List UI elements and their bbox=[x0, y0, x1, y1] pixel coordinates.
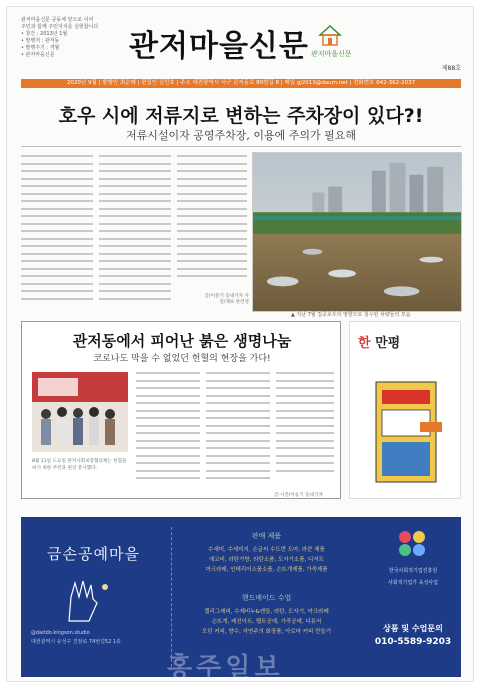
article2-credit: 글·사진/이승기 동네기자 bbox=[274, 493, 323, 498]
article1-credit: 글/이문기 동네기자 사진/제보 관련영 bbox=[204, 294, 249, 305]
ad-product-line: 마크라메, 인테리어소품소품, 손뜨개제품, 가죽제품 bbox=[205, 567, 328, 573]
masthead bbox=[21, 17, 461, 77]
article2-photo-caption: 8월 11일 도요일 관저사회보장협의체는 헌혈을 하기 위한 주민과 원상 봉사했다. bbox=[32, 459, 127, 471]
ad-class-line: 손뜨개, 레진아트, 펠트공예, 가죽공예, 디퓨저 bbox=[211, 619, 322, 625]
article2-body-col1 bbox=[136, 372, 200, 488]
publication-info-bar: 2020년 9월 | 발행인 최순례 | 편집인 김민호 | 주소 대전광역시 서구 관저동로 80번길 8 | 메일 gj2013@daum.net | 전화번호 042-362-2037 bbox=[21, 79, 461, 88]
article2-headline: 관저동에서 피어난 붉은 생명나눔 bbox=[72, 332, 292, 350]
cartoon-title bbox=[358, 332, 400, 351]
newspaper-page bbox=[6, 6, 474, 682]
blood-donation-photo bbox=[32, 372, 128, 452]
sponsor-program: 사회적기업가 육성사업 bbox=[388, 580, 438, 586]
cartoon-illustration bbox=[360, 362, 452, 492]
newspaper-title: 관저마을신문 bbox=[129, 29, 309, 64]
info-line: • 창간 : 2013년 1월 bbox=[21, 31, 68, 37]
ad-classes bbox=[172, 607, 361, 637]
ad-contact-line: @daitdo.kingson.studio bbox=[31, 630, 90, 636]
sponsor-logo-icon bbox=[395, 527, 431, 559]
info-line: • 발행주기 : 격월 bbox=[21, 45, 60, 51]
cartoon-panel bbox=[349, 321, 461, 499]
info-line: 관저마을신문 공동체 앞으로 이어 bbox=[21, 17, 94, 23]
article2-subhead: 코로나도 막을 수 없었던 헌혈의 현장을 가다! bbox=[93, 354, 271, 364]
cartoon-title-b: 만평 bbox=[375, 336, 401, 351]
article2-box bbox=[21, 321, 341, 499]
ad-sponsor bbox=[371, 527, 455, 667]
article2-body-col2 bbox=[206, 372, 270, 488]
sponsor-name: 한국사회적기업진흥원 bbox=[388, 568, 438, 574]
watermark: 홍주일보 bbox=[167, 653, 284, 683]
ad-section-classes: 핸드메이드 수업 bbox=[241, 594, 292, 602]
ad-inquiry-label: 상품 및 수업문의 bbox=[383, 624, 443, 633]
info-line: • 발행처 : 관저동 bbox=[21, 38, 60, 44]
ad-class-line: 모던 커피, 향수, 자연주의 화장품, 아로마 커피 만들기 bbox=[201, 629, 332, 635]
ad-contact-line: 대전광역시 유성구 진잠로 74번길52 1층 bbox=[31, 639, 121, 645]
article1-subhead: 저류시설이자 공영주차장, 이용에 주의가 필요해 bbox=[125, 129, 356, 142]
ad-brand: 금손공예마을 bbox=[47, 545, 140, 563]
ad-product-line: 에코비, 라탄가방, 라탄소품, 도자기소품, 디저트 bbox=[209, 557, 324, 563]
article1-body-col2 bbox=[99, 155, 171, 305]
article1-headline: 호우 시에 저류지로 변하는 주차장이 있다?! bbox=[58, 105, 424, 127]
ad-contact bbox=[31, 629, 171, 647]
article1-photo-caption: ▲ 지난 7월 집중호우의 영향으로 침수된 차량들의 모습 bbox=[291, 312, 411, 318]
divider bbox=[21, 146, 461, 147]
ad-product-list bbox=[171, 527, 361, 667]
logo-subtitle: 관저마을신문 bbox=[311, 50, 352, 58]
issue-number: 제88호 bbox=[441, 65, 461, 72]
article1-body-col1 bbox=[21, 155, 93, 305]
ad-phone-number: 010-5589-9203 bbox=[374, 637, 452, 647]
article1-body-col3 bbox=[177, 155, 247, 287]
info-line: 주민과 함께 주민자치를 실현합니다 bbox=[21, 24, 99, 30]
ad-section-products: 판매 제품 bbox=[251, 532, 282, 540]
ad-products bbox=[172, 545, 361, 575]
ad-class-line: 캘리그래피, 수제비누&캔들, 라탄, 도자기, 마크라메 bbox=[204, 609, 329, 615]
flooded-parking-photo bbox=[252, 152, 462, 312]
cartoon-title-a: 한 bbox=[358, 336, 371, 351]
info-line: • 관저마을신문 bbox=[21, 52, 55, 58]
hand-illustration-icon bbox=[49, 573, 119, 623]
article2-body-col3 bbox=[276, 372, 334, 484]
house-logo-icon bbox=[317, 23, 343, 47]
masthead-info bbox=[21, 17, 111, 75]
ad-product-line: 수세미, 수세미지, 손글씨 수도번 도마, 라쿤 제품 bbox=[208, 547, 325, 553]
